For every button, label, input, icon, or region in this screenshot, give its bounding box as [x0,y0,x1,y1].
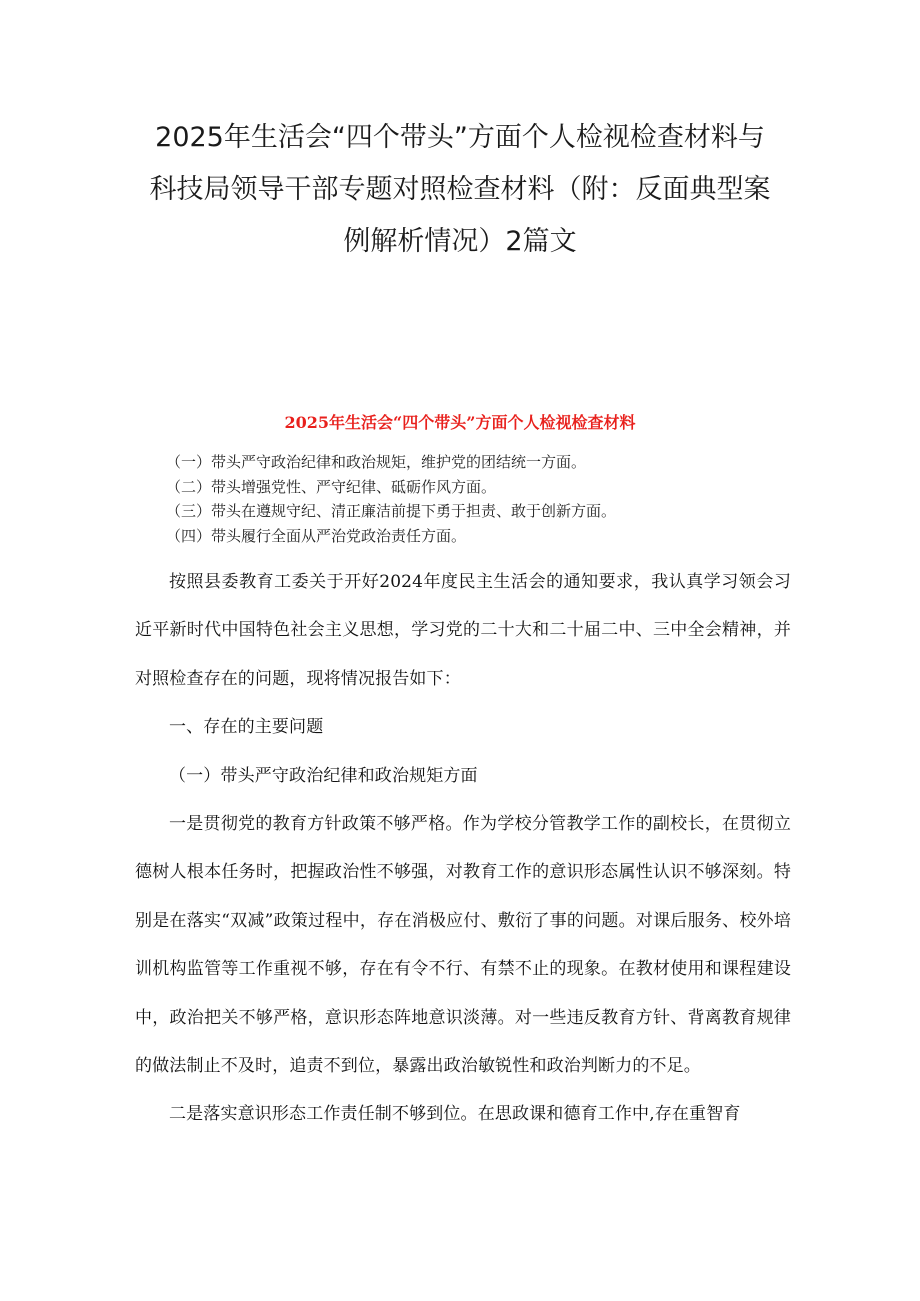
body-paragraph: 一是贯彻党的教育方针政策不够严格。作为学校分管教学工作的副校长，在贯彻立德树人根本任务时，把握政治性不够强，对教育工作的意识形态属性认识不够深刻。特别是在落实“双减”政策过程中，存在消极应付、敷衍了事的问题。对课后服务、校外培训机构监管等工作重视不够，存在有令不行、有禁不止的现象。在教材使用和课程建设中，政治把关不够严格，意识形态阵地意识淡薄。对一些违反教育方针、背离教育规律的做法制止不及时，追责不到位，暴露出政治敏锐性和政治判断力的不足。 [135,814,791,1077]
intro-paragraph: 按照县委教育工委关于开好2024年度民主生活会的通知要求，我认真学习领会习近平新时代中国特色社会主义思想，学习党的二十大和二十届二中、三中全会精神，并对照检查存在的问题，现将情况报告如下： [135,572,791,689]
title-line: 2025年生活会“四个带头”方面个人检视检查材料与 [155,122,765,153]
document-body [135,558,791,1139]
outline-item: （一）带头严守政治纪律和政治规矩，维护党的团结统一方面。 [166,453,587,471]
section-subtitle: 2025年生活会“四个带头”方面个人检视检查材料 [284,413,636,432]
outline-item: （三）带头在遵规守纪、清正廉洁前提下勇于担责、敢于创新方面。 [166,502,617,520]
body-paragraph: 二是落实意识形态工作责任制不够到位。在思政课和德育工作中,存在重智育 [169,1104,741,1125]
section-heading: 一、存在的主要问题 [169,717,324,738]
outline-list [166,450,806,548]
title-line: 例解析情况）2篇文 [343,226,577,257]
outline-item: （二）带头增强党性、严守纪律、砥砺作风方面。 [166,477,497,496]
title-line: 科技局领导干部专题对照检查材料（附：反面典型案 [149,174,771,205]
document-title [100,112,820,268]
subsection-heading: （一）带头严守政治纪律和政治规矩方面 [169,765,478,786]
outline-item: （四）带头履行全面从严治党政治责任方面。 [166,526,467,545]
